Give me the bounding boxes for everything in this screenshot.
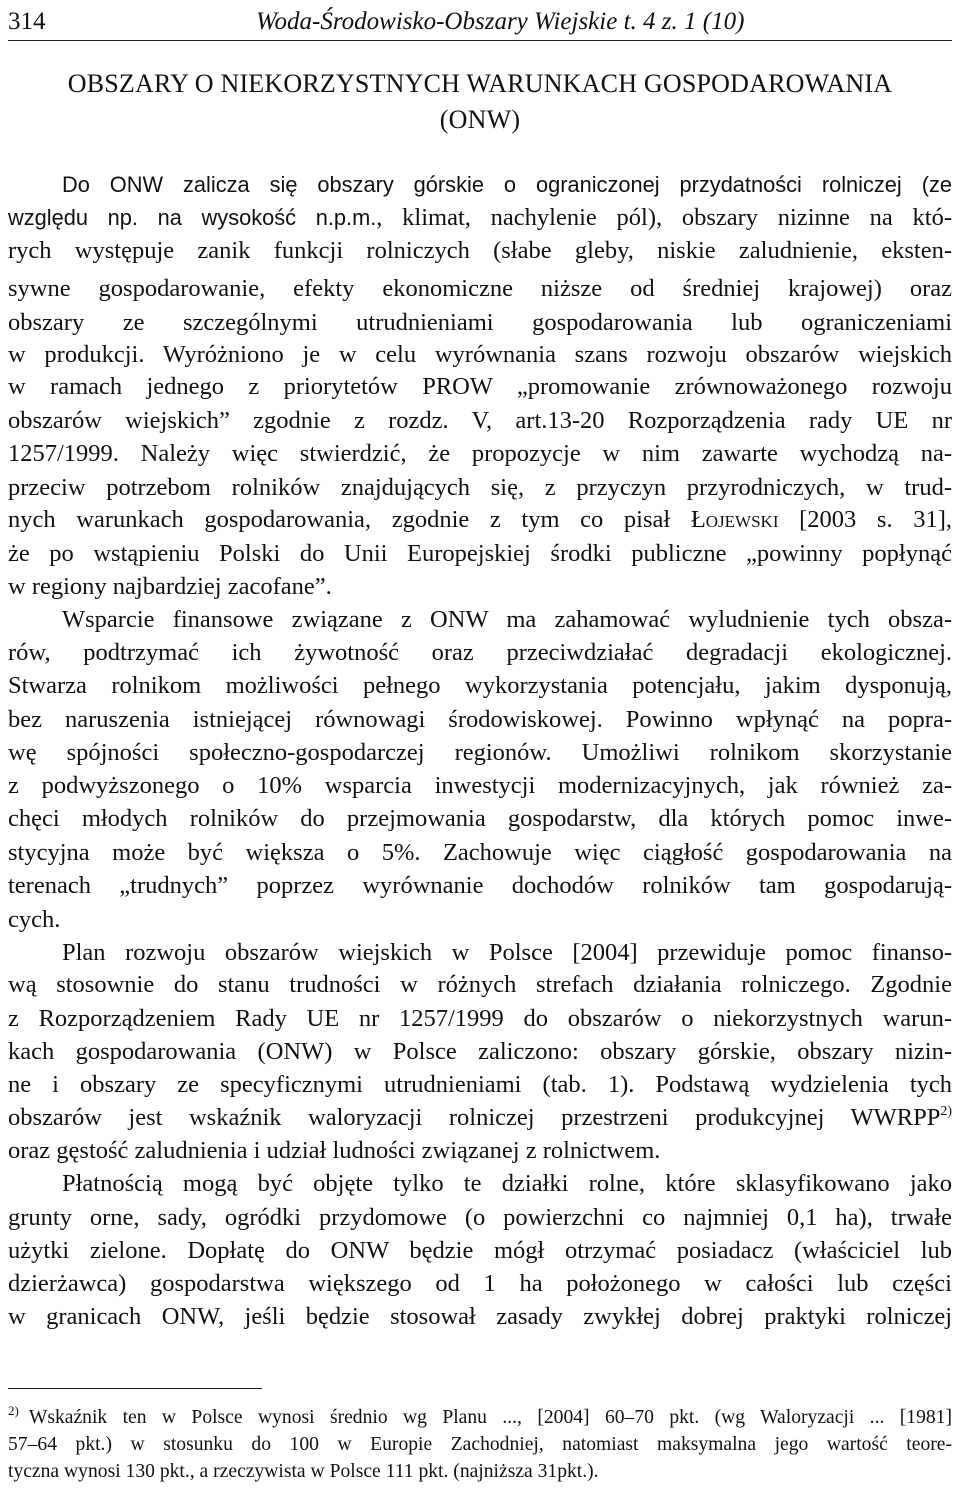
text-line: oraz gęstość zaludnienia i udział ludności związanej z rolnictwem.	[8, 1137, 661, 1164]
text-line	[8, 338, 952, 371]
text-line	[8, 503, 952, 536]
running-header	[8, 4, 952, 41]
text-line: Do ONW zalicza się obszary górskie o ograniczonej przydatności rolniczej (ze	[62, 172, 952, 197]
footnote-line	[8, 1404, 952, 1432]
text-line: terenach „trudnych” poprzez wyrównanie dochodów rolników tam gospodarują-	[8, 872, 952, 899]
text-line: cych.	[8, 906, 61, 933]
text-line: rych występuje zanik funkcji rolniczych (słabe gleby, niskie zaludnienie, eksten-	[8, 237, 952, 264]
text-span: Wyróżniono je w celu wyrównania szans rozwoju obszarów wiejskich	[144, 341, 952, 368]
text-line: stycyjna może być większa o 5%. Zachowuje więc ciągłość gospodarowania na	[8, 839, 952, 866]
text-line	[8, 201, 952, 234]
text-line: użytki zielone. Dopłatę do ONW będzie mógł otrzymać posiadacz (właściciel lub	[8, 1237, 952, 1264]
text-line: Plan rozwoju obszarów wiejskich w Polsce [2004] przewiduje pomoc finanso-	[62, 939, 952, 966]
text-line: z podwyższonego o 10% wsparcia inwestycji modernizacyjnych, jak również za-	[8, 772, 952, 799]
footnote-line: tyczna wynosi 130 pkt., a rzeczywista w Polsce 111 pkt. (najniższa 31pkt.).	[8, 1461, 599, 1482]
text-line: dzierżawca) gospodarstwa większego od 1 ha położonego w całości lub części	[8, 1270, 952, 1297]
text-line: w regiony najbardziej zacofane”.	[8, 573, 332, 600]
text-line: 1257/1999. Należy więc stwierdzić, że propozycje w nim zawarte wychodzą na-	[8, 440, 952, 467]
text-line: z Rozporządzeniem Rady UE nr 1257/1999 do obszarów o niekorzystnych warun-	[8, 1005, 952, 1032]
footnote-mark: 2)	[8, 1403, 19, 1418]
text-line: grunty orne, sady, ogródki przydomowe (o powierzchni co najmniej 0,1 ha), trwałe	[8, 1204, 952, 1231]
text-line: ne i obszary ze specyficznymi utrudnieniami (tab. 1). Podstawą wydzielenia tych	[8, 1071, 952, 1098]
text-span: [2003 s. 31],	[778, 506, 953, 533]
text-span: względu np. na wysokość n.p.m.	[8, 205, 377, 230]
text-line: bez naruszenia istniejącej równowagi środowiskowej. Powinno wpłynąć na popra-	[8, 706, 952, 733]
section-title-line: (ONW)	[439, 105, 521, 134]
text-line: wę spójności społeczno-gospodarczej regionów. Umożliwi rolnikom skorzystanie	[8, 739, 952, 766]
text-line: Wsparcie finansowe związane z ONW ma zahamować wyludnienie tych obsza-	[62, 606, 952, 633]
text-line	[8, 1101, 952, 1134]
text-span: w produkcji.	[8, 341, 145, 368]
text-line: obszary ze szczególnymi utrudnieniami gospodarowania lub ograniczeniami	[8, 309, 952, 336]
text-line: że po wstąpieniu Polski do Unii Europejskiej środki publiczne „powinny popłynąć	[8, 540, 952, 567]
text-line: Płatnością mogą być objęte tylko te działki rolne, które sklasyfikowano jako	[62, 1170, 952, 1197]
text-line: przeciw potrzebom rolników znajdujących się, z przyczyn przyrodniczych, w trud-	[8, 474, 952, 501]
text-span: Wskaźnik ten w Polsce wynosi średnio wg Planu ..., [2004] 60–70 pkt. (wg Waloryzacji ... [1981]	[28, 1407, 952, 1428]
text-line: kach gospodarowania (ONW) w Polsce zaliczono: obszary górskie, obszary nizin-	[8, 1038, 952, 1065]
text-line: wą stosownie do stanu trudności w różnych strefach działania rolniczego. Zgodnie	[8, 971, 952, 998]
footnote-divider	[8, 1388, 262, 1389]
text-line: obszarów wiejskich” zgodnie z rozdz. V, art.13-20 Rozporządzenia rady UE nr	[8, 407, 952, 434]
footnote-ref: 2)	[940, 1104, 952, 1119]
author-name: Łojewski	[690, 506, 779, 533]
text-line: Stwarza rolnikom możliwości pełnego wykorzystania potencjału, jakim dysponują,	[8, 672, 952, 699]
text-line: chęci młodych rolników do przejmowania gospodarstw, dla których pomoc inwe-	[8, 805, 952, 832]
text-line: rów, podtrzymać ich żywotność oraz przeciwdziałać degradacji ekologicznej.	[8, 639, 952, 666]
section-title	[8, 66, 952, 138]
text-line: w ramach jednego z priorytetów PROW „promowanie zrównoważonego rozwoju	[8, 373, 952, 400]
page-number: 314	[8, 8, 46, 35]
journal-title: Woda-Środowisko-Obszary Wiejskie t. 4 z. 1 (10)	[256, 8, 745, 35]
section-title-line: OBSZARY O NIEKORZYSTNYCH WARUNKACH GOSPODAROWANIA	[67, 69, 893, 98]
text-span: , klimat, nachylenie pól), obszary nizinne na któ-	[376, 204, 952, 231]
footnote-line: 57–64 pkt.) w stosunku do 100 w Europie Zachodniej, natomiast maksymalna jego wartość teore-	[8, 1434, 952, 1455]
text-line: sywne gospodarowanie, efekty ekonomiczne niższe od średniej krajowej) oraz	[8, 275, 952, 302]
text-line: w granicach ONW, jeśli będzie stosował zasady zwykłej dobrej praktyki rolniczej	[8, 1303, 952, 1330]
text-span: nych warunkach gospodarowania, zgodnie z tym co pisał	[8, 506, 691, 533]
text-span: obszarów jest wskaźnik waloryzacji rolniczej przestrzeni produkcyjnej WWRPP	[8, 1104, 941, 1131]
